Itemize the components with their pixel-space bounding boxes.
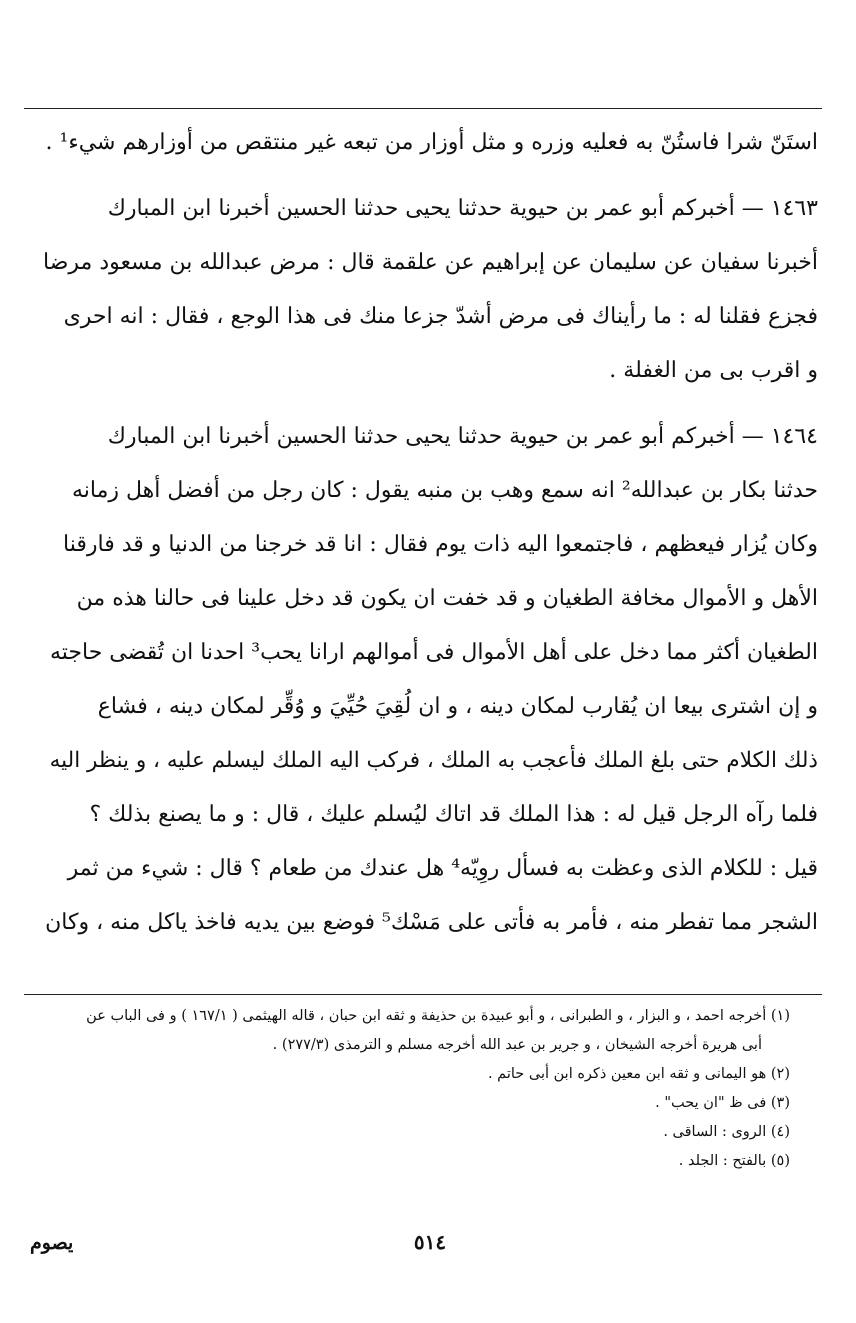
paragraph-gap (34, 170, 818, 182)
text-line: الأهل و الأموال مخافة الطغيان و قد خفت ان يكون قد دخل علينا فى حالنا هذه من (76, 586, 818, 611)
text-line: فلما رآه الرجل قيل له : هذا الملك قد اتاك ليُسلم عليك ، قال : و ما يصنع بذلك ؟ (89, 802, 818, 827)
main-text (34, 116, 818, 950)
signature-catchword: يصوم (30, 1232, 74, 1254)
text-line: و اقرب بى من الغفلة . (609, 358, 818, 383)
top-rule (24, 108, 822, 109)
footnotes (28, 1002, 790, 1176)
page-number: ٥١٤ (413, 1230, 447, 1254)
paragraph-gap (34, 398, 818, 410)
footnote-4: (٤) الروى : الساقى . (663, 1124, 790, 1140)
text-line: الطغيان أكثر مما دخل على أهل الأموال فى أموالهم ارانا يحب³ احدنا ان تُقضى حاجته (49, 640, 818, 665)
text-line: وكان يُزار فيعظهم ، فاجتمعوا اليه ذات يوم فقال : انا قد خرجنا من الدنيا و قد فارقنا (63, 532, 818, 557)
text-line: استَنّ شرا فاستُنّ به فعليه وزره و مثل أوزار من تبعه غير منتقص من أوزارهم شيء¹ . (45, 130, 818, 155)
hadith-1463-heading-line: ١٤٦٣ — أخبركم أبو عمر بن حيوية حدثنا يحيى حدثنا الحسين أخبرنا ابن المبارك (107, 196, 818, 221)
text-line: الشجر مما تفطر منه ، فأمر به فأتى على مَسْك⁵ فوضع بين يديه فاخذ ياكل منه ، وكان (45, 910, 818, 935)
text-line: قيل : للكلام الذى وعظت به فسأل روِيّه⁴ هل عندك من طعام ؟ قال : شيء من ثمر (67, 856, 818, 881)
text-line: فجزع فقلنا له : ما رأيناك فى مرض أشدّ جزعا منك فى هذا الوجع ، فقال : انه احرى (63, 304, 818, 329)
footnote-1: (١) أخرجه احمد ، و البزار ، و الطبرانى ، و أبو عبيدة بن حذيفة و ثقه ابن حبان ، قاله الهيثمى ( ١٦٧/١ ) و فى الباب عن (86, 1008, 790, 1024)
footnote-1-continued: أبى هريرة أخرجه الشيخان ، و جرير بن عبد الله أخرجه مسلم و الترمذى (٢٧٧/٣) . (272, 1037, 762, 1053)
footnote-3: (٣) فى ظ "ان يحب" . (655, 1095, 790, 1111)
text-line: أخبرنا سفيان عن سليمان عن إبراهيم عن علقمة قال : مرض عبدالله بن مسعود مرضا (43, 250, 818, 275)
footnote-2: (٢) هو اليمانى و ثقه ابن معين ذكره ابن أبى حاتم . (487, 1066, 790, 1082)
footnote-rule (24, 994, 822, 995)
footnote-5: (٥) بالفتح : الجلد . (678, 1153, 790, 1169)
text-line: ذلك الكلام حتى بلغ الملك فأعجب به الملك ، فركب اليه الملك ليسلم عليه ، و ينظر اليه (49, 748, 818, 773)
text-line: و إن اشترى بيعا ان يُقارب لمكان دينه ، و ان لُقِيَ حُيِّيَ و وُقِّر لمكان دينه ، فشاع (97, 694, 818, 719)
text-line: حدثنا بكار بن عبدالله² انه سمع وهب بن منبه يقول : كان رجل من أفضل أهل زمانه (71, 478, 818, 503)
hadith-1464-heading-line: ١٤٦٤ — أخبركم أبو عمر بن حيوية حدثنا يحيى حدثنا الحسين أخبرنا ابن المبارك (107, 424, 818, 449)
